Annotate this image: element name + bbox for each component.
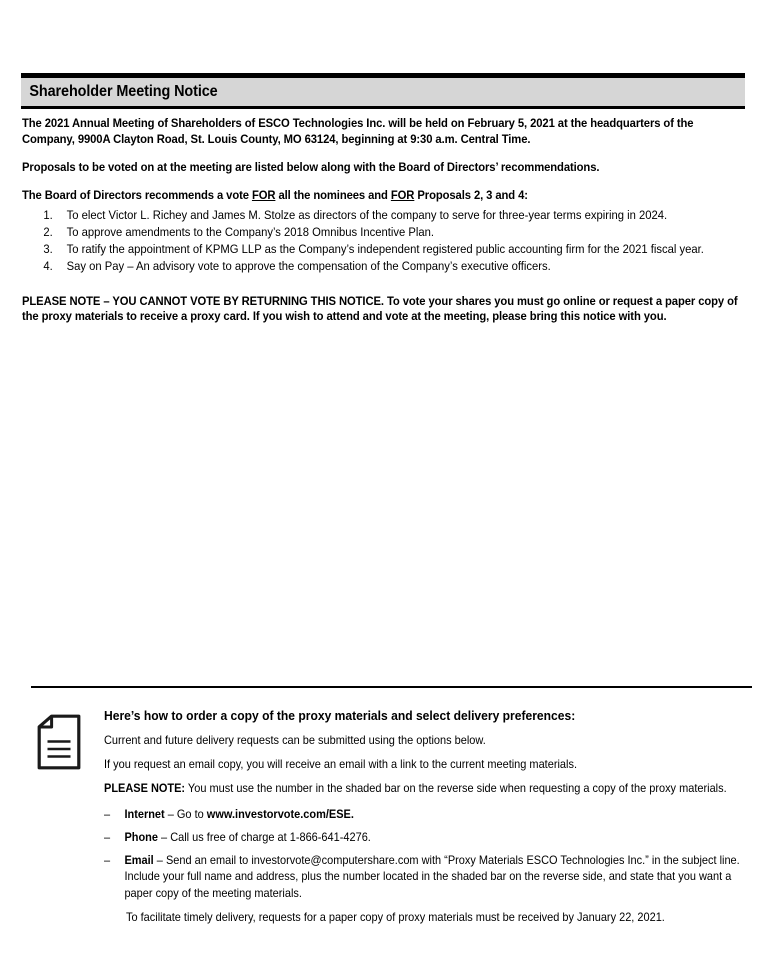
proposal-number: 4.: [43, 259, 53, 274]
contact-separator: – Send an email to investorvote@computershare.com with “Proxy Materials ESCO Technologies Inc.” in the subject line. Include your full name and address, plus the number located in the shaded bar on the reverse side, and state that you want a paper copy of the meeting materials.: [124, 853, 740, 900]
contact-separator: – Call us free of charge at 1-866-641-4276.: [157, 829, 371, 844]
list-item: [104, 829, 752, 845]
proposal-number: 1.: [43, 207, 53, 222]
order-copy-section: [36, 708, 752, 925]
contact-option-phone: [124, 829, 751, 845]
list-item: [104, 852, 752, 901]
recommendation-for-proposals: FOR: [390, 187, 415, 202]
proposal-text: To elect Victor L. Richey and James M. Stolze as directors of the company to serve for three-year terms expiring in 2024.: [66, 207, 668, 222]
shareholder-meeting-notice-header: [21, 73, 745, 109]
please-note-label: PLEASE NOTE:: [104, 781, 186, 796]
proposal-text: To approve amendments to the Company’s 2018 Omnibus Incentive Plan.: [66, 224, 435, 239]
proposals-intro-paragraph: Proposals to be voted on at the meeting are listed below along with the Board of Directors’ recommendations.: [22, 159, 600, 174]
contact-label: Phone: [124, 829, 158, 844]
list-item: [22, 258, 746, 275]
list-item: [22, 241, 746, 258]
recommendation-text-part-1: The Board of Directors recommends a vote: [22, 187, 252, 202]
contact-label: Internet: [124, 806, 165, 821]
list-item: [104, 806, 752, 822]
proposal-number: 3.: [43, 242, 53, 257]
cannot-vote-notice-paragraph: PLEASE NOTE – YOU CANNOT VOTE BY RETURNING THIS NOTICE. To vote your shares you must go online or request a paper copy of the proxy materials to receive a proxy card. If you wish to attend and vote at the meeting, please bring this notice with you.: [22, 293, 738, 324]
delivery-requests-paragraph: Current and future delivery requests can be submitted using the options below.: [104, 732, 486, 747]
proposal-text: To ratify the appointment of KPMG LLP as the Company’s independent registered public accounting firm for the 2021 fiscal year.: [66, 242, 704, 257]
board-recommendation-line: [22, 188, 746, 204]
contact-label: Email: [124, 853, 154, 868]
dash-bullet-icon: –: [104, 853, 111, 868]
contact-separator: – Go to: [164, 806, 207, 821]
proposal-number: 2.: [43, 224, 53, 239]
shaded-bar-note-paragraph: [104, 781, 752, 796]
list-item: [22, 224, 746, 241]
dash-bullet-icon: –: [104, 829, 111, 844]
please-note-body: You must use the number in the shaded bar on the reverse side when requesting a copy of the proxy materials.: [185, 781, 727, 796]
investorvote-url[interactable]: www.investorvote.com/ESE.: [206, 806, 354, 821]
page-title: Shareholder Meeting Notice: [29, 83, 218, 100]
email-copy-paragraph: If you request an email copy, you will receive an email with a link to the current meeting materials.: [104, 756, 577, 771]
recommendation-text-part-3: Proposals 2, 3 and 4:: [414, 187, 528, 202]
meeting-details-paragraph: The 2021 Annual Meeting of Shareholders of ESCO Technologies Inc. will be held on February 5, 2021 at the headquarters of the Company, 9900A Clayton Road, St. Louis County, MO 63124, beginning at 9:30 a.m. Central Time.: [22, 116, 694, 146]
recommendation-for-nominees: FOR: [251, 187, 276, 202]
recommendation-text-part-2: all the nominees and: [275, 187, 391, 202]
timely-delivery-paragraph: To facilitate timely delivery, requests for a paper copy of proxy materials must be received by January 22, 2021.: [126, 909, 665, 924]
section-divider: [31, 686, 752, 688]
proposal-text: Say on Pay – An advisory vote to approve the compensation of the Company’s executive officers.: [66, 259, 551, 274]
document-page-icon: [36, 714, 82, 770]
contact-option-email: [124, 852, 751, 901]
list-item: [22, 207, 746, 224]
notice-body: [22, 116, 746, 325]
contact-options-list: [104, 806, 752, 901]
proposals-list: [22, 207, 746, 276]
dash-bullet-icon: –: [104, 806, 111, 821]
contact-option-internet: [124, 806, 751, 822]
order-copy-text-column: [104, 708, 752, 925]
order-copy-heading: Here’s how to order a copy of the proxy materials and select delivery preferences:: [104, 708, 576, 723]
